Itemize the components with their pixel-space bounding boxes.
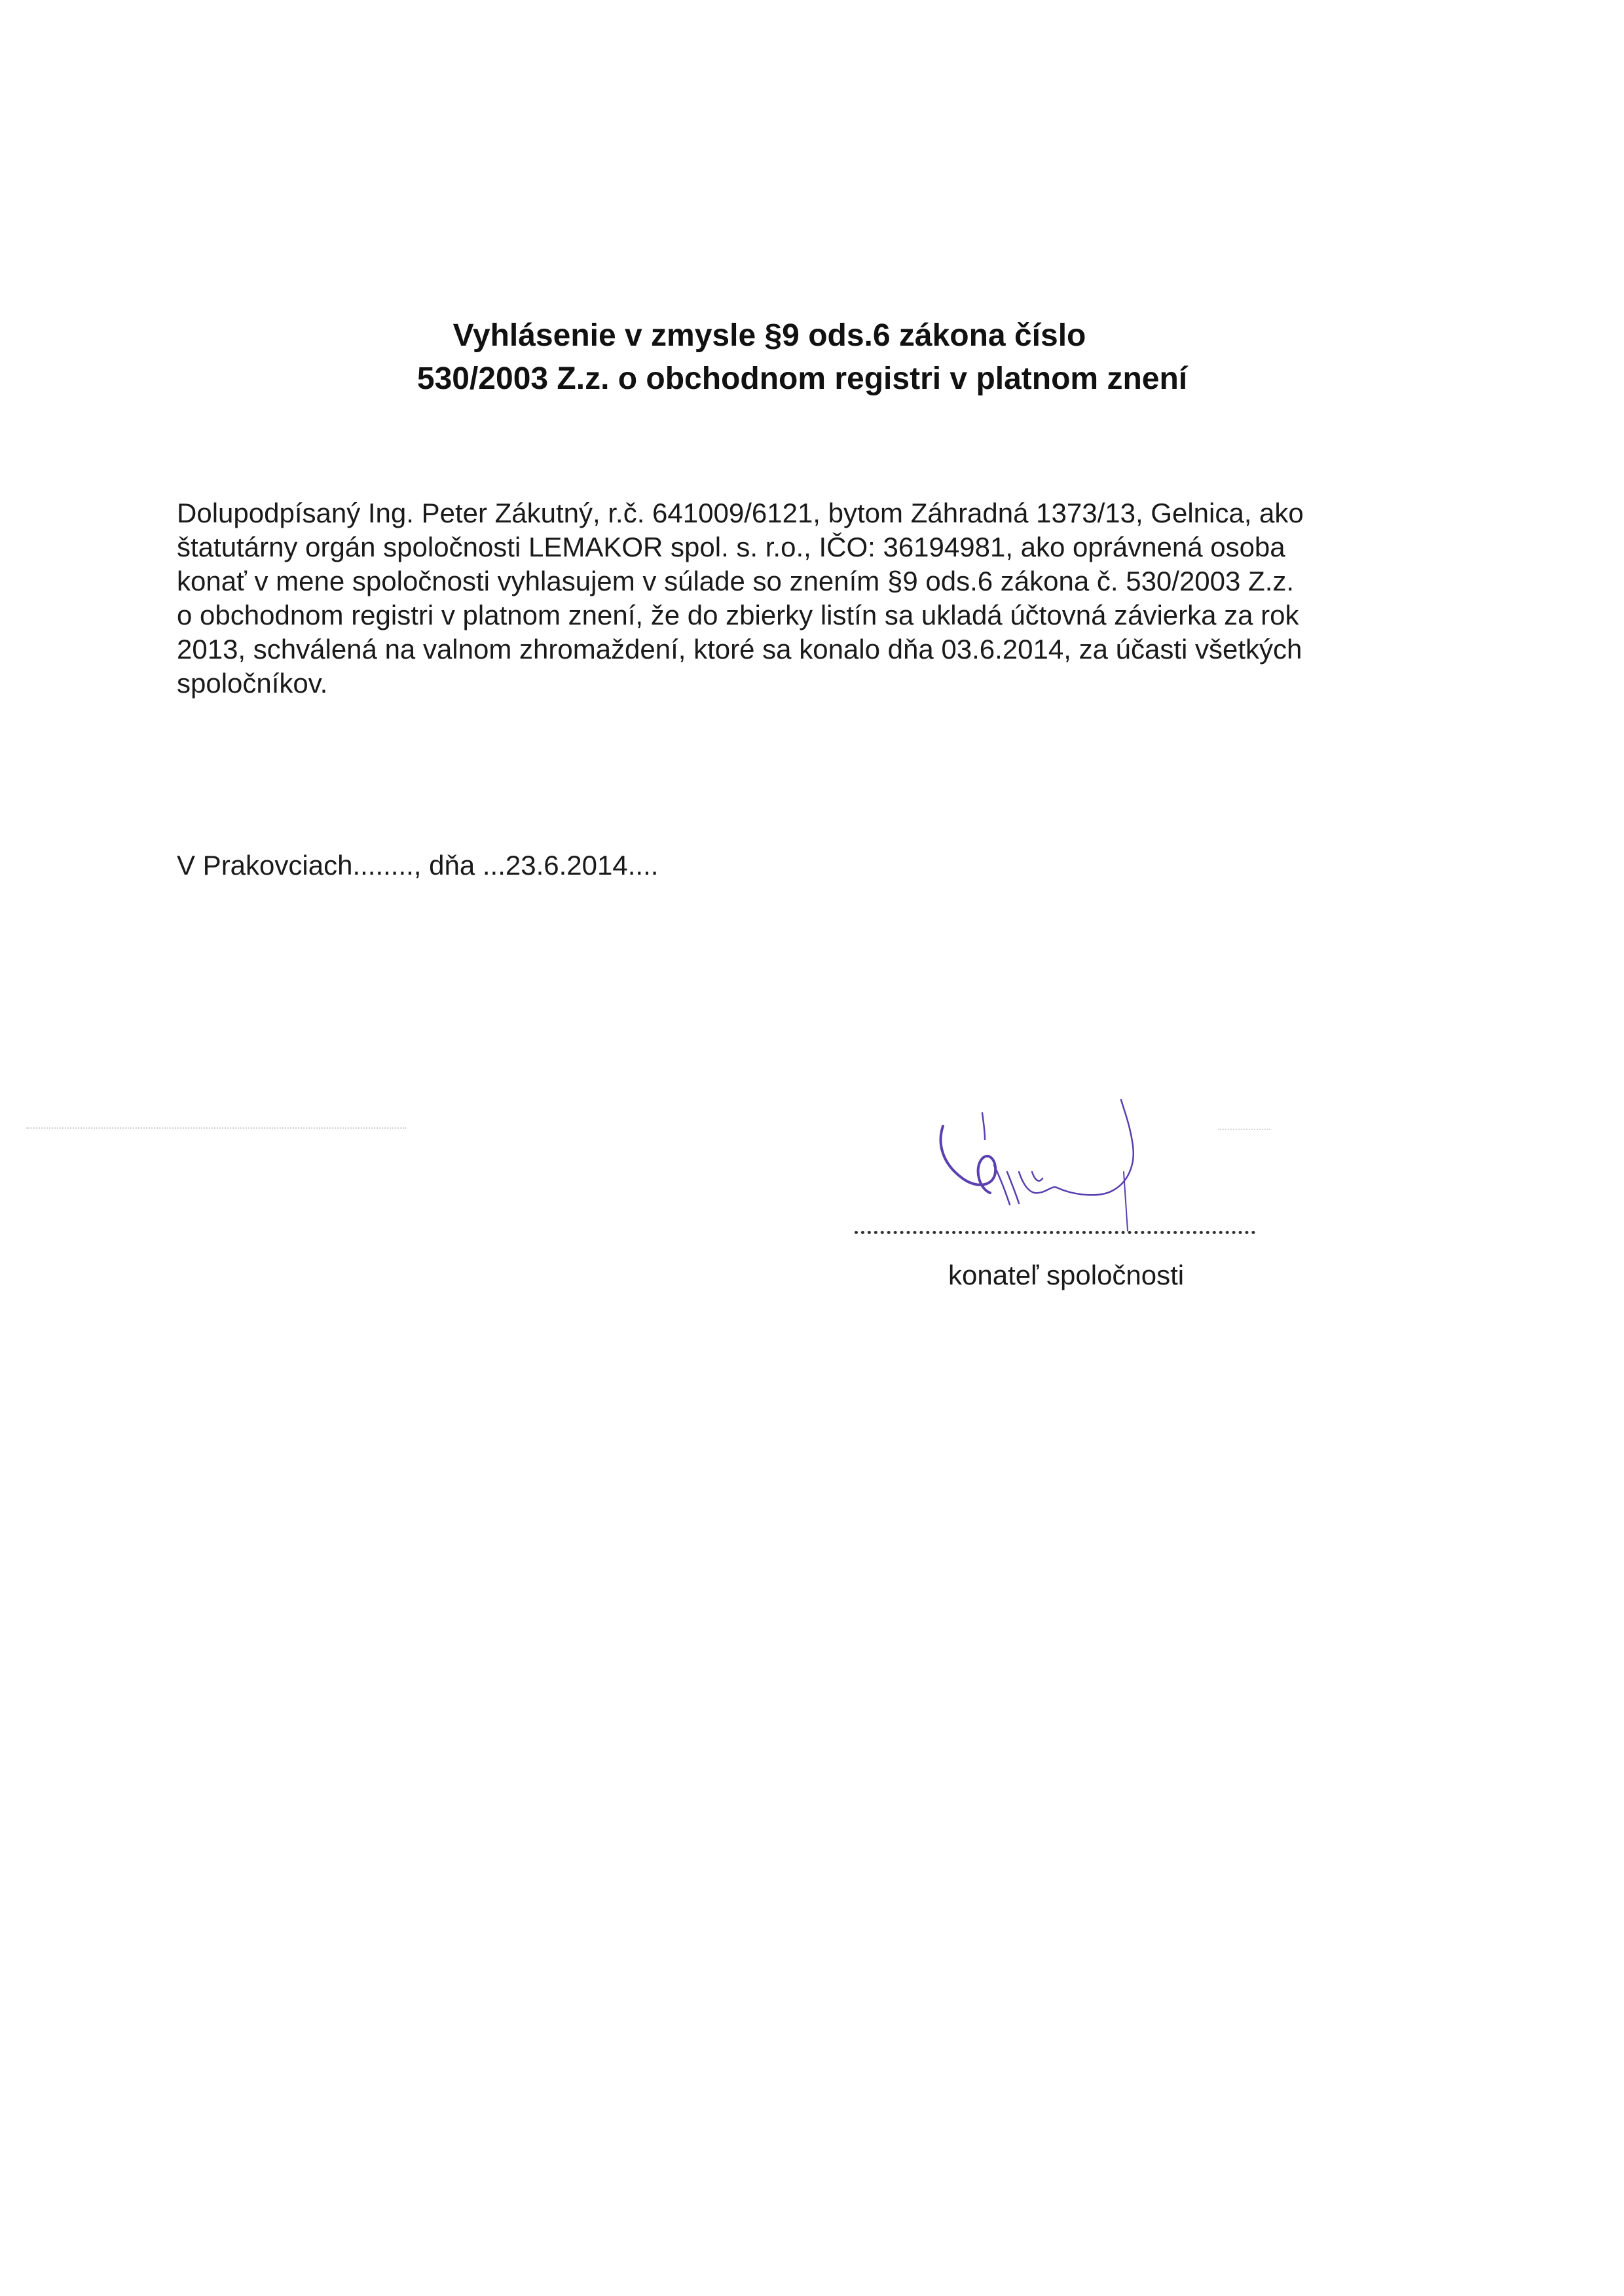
paragraph-line: štatutárny orgán spoločnosti LEMAKOR spol. s. r.o., IČO: 36194981, ako oprávnená osoba <box>177 532 1285 562</box>
signature-label: konateľ spoločnosti <box>948 1260 1185 1290</box>
document-title <box>0 314 1624 401</box>
paragraph-line: 2013, schválená na valnom zhromaždení, ktoré sa konalo dňa 03.6.2014, za účasti všetkých <box>177 634 1302 665</box>
title-line-1: Vyhlásenie v zmysle §9 ods.6 zákona číslo <box>452 318 1086 353</box>
place-and-date: V Prakovciach........, dňa ...23.6.2014.... <box>177 850 659 881</box>
title-line-2: 530/2003 Z.z. o obchodnom registri v platnom znení <box>416 361 1188 396</box>
signature-dotted-line <box>855 1231 1255 1234</box>
paragraph-line: o obchodnom registri v platnom znení, že do zbierky listín sa ukladá účtovná závierka za rok <box>177 600 1299 630</box>
scan-artifact <box>1218 1127 1270 1130</box>
handwritten-signature <box>917 1074 1179 1244</box>
paragraph-line: spoločníkov. <box>177 668 328 699</box>
declaration-paragraph <box>177 496 1434 701</box>
paragraph-line: konať v mene spoločnosti vyhlasujem v súlade so znením §9 ods.6 zákona č. 530/2003 Z.z. <box>177 566 1295 596</box>
scan-artifact <box>26 1126 406 1129</box>
paragraph-line: Dolupodpísaný Ing. Peter Zákutný, r.č. 641009/6121, bytom Záhradná 1373/13, Gelnica, ako <box>177 498 1304 528</box>
